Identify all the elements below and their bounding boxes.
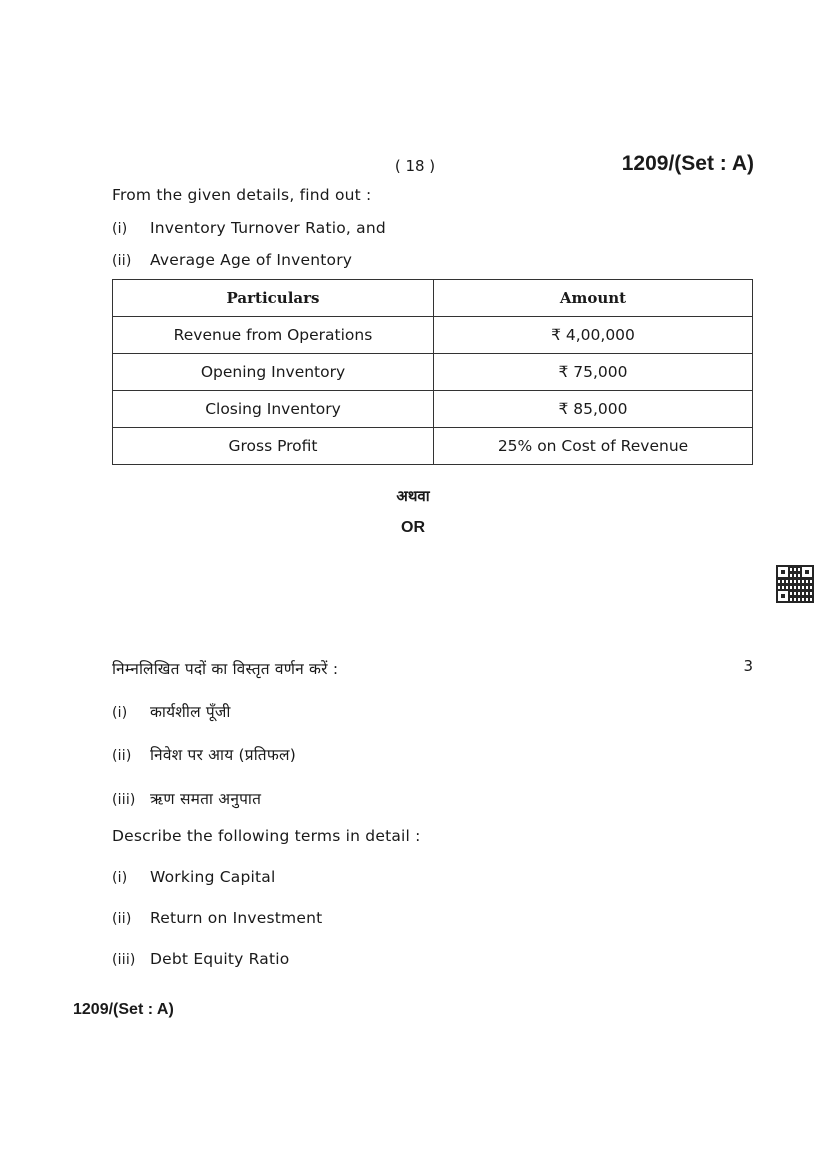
- hindi-question-intro: निम्नलिखित पदों का विस्तृत वर्णन करें :: [112, 660, 339, 678]
- item-number: (i): [112, 705, 128, 721]
- marks: 3: [743, 657, 753, 675]
- english-item: [112, 950, 289, 968]
- qr-code-icon: [776, 565, 814, 603]
- item-number: (iii): [112, 952, 136, 968]
- question-intro: From the given details, find out :: [112, 186, 372, 204]
- item-number: (ii): [112, 911, 132, 927]
- paper-code-header: 1209/(Set : A): [621, 152, 754, 175]
- table-row: [113, 354, 753, 391]
- item-text: निवेश पर आय (प्रतिफल): [150, 746, 296, 764]
- item-text: Average Age of Inventory: [150, 251, 353, 269]
- amount-cell: ₹ 75,000: [434, 354, 753, 391]
- particular-cell: Closing Inventory: [113, 391, 434, 428]
- particular-cell: Gross Profit: [113, 428, 434, 465]
- item-number: (ii): [112, 748, 132, 764]
- column-header-particulars: Particulars: [113, 280, 434, 317]
- question-item: [112, 251, 352, 269]
- amount-cell: 25% on Cost of Revenue: [434, 428, 753, 465]
- item-number: (i): [112, 870, 128, 886]
- hindi-item: [112, 700, 231, 722]
- item-text: Inventory Turnover Ratio, and: [150, 219, 386, 237]
- or-english: OR: [401, 519, 425, 536]
- table-row: [113, 391, 753, 428]
- item-text: Debt Equity Ratio: [150, 950, 290, 968]
- table-row: [113, 317, 753, 354]
- question-item: [112, 219, 386, 237]
- item-text: Return on Investment: [150, 909, 323, 927]
- details-table: [112, 279, 753, 465]
- amount-cell: ₹ 4,00,000: [434, 317, 753, 354]
- column-header-amount: Amount: [434, 280, 753, 317]
- item-number: (iii): [112, 792, 136, 808]
- particular-cell: Revenue from Operations: [113, 317, 434, 354]
- hindi-item: [112, 787, 261, 809]
- item-number: (i): [112, 221, 128, 237]
- english-item: [112, 868, 276, 886]
- page-number: ( 18 ): [394, 157, 436, 175]
- hindi-item: [112, 743, 296, 765]
- item-number: (ii): [112, 253, 132, 269]
- table-row: [113, 428, 753, 465]
- item-text: कार्यशील पूँजी: [150, 703, 231, 721]
- paper-code-footer: 1209/(Set : A): [73, 1001, 174, 1018]
- amount-cell: ₹ 85,000: [434, 391, 753, 428]
- particular-cell: Opening Inventory: [113, 354, 434, 391]
- or-hindi: अथवा: [396, 487, 430, 505]
- item-text: ऋण समता अनुपात: [150, 790, 262, 808]
- table-header-row: [113, 280, 753, 317]
- english-item: [112, 909, 322, 927]
- english-question-intro: Describe the following terms in detail :: [112, 827, 421, 845]
- item-text: Working Capital: [150, 868, 276, 886]
